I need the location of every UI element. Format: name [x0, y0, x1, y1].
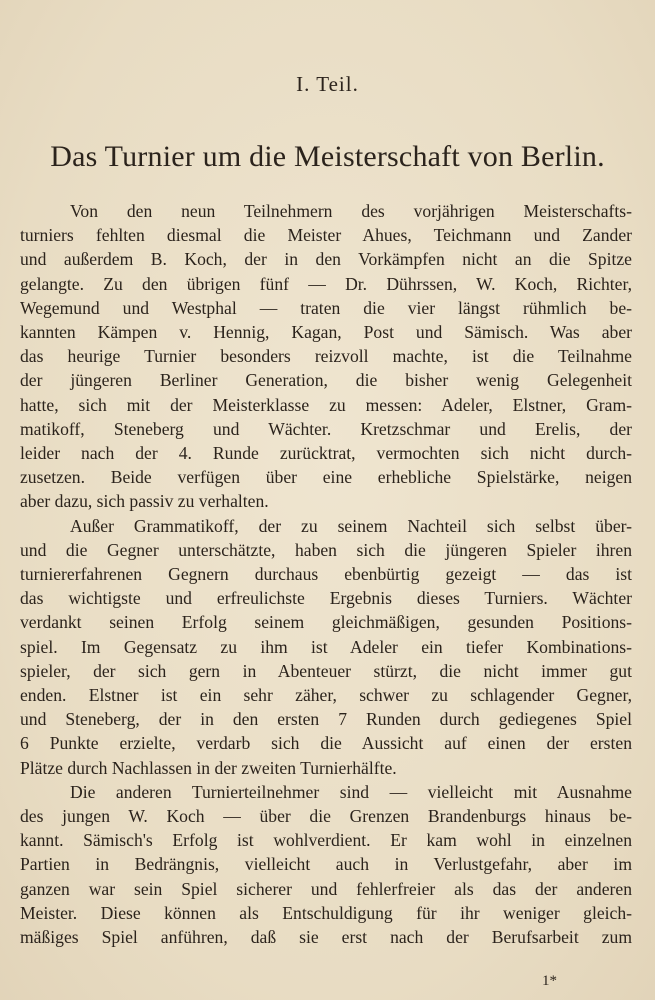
text-line: das heurige Turnier besonders reizvoll machte, ist die Teilnahme [20, 346, 632, 367]
text-line: matikoff, Steneberg und Wächter. Kretzschmar und Erelis, der [20, 418, 632, 439]
text-line: spiel. Im Gegensatz zu ihm ist Adeler ein tiefer Kombinations- [20, 636, 632, 657]
text-line: zusetzen. Beide verfügen über eine erhebliche Spielstärke, neigen [20, 467, 632, 488]
text-line: kannten Kämpen v. Hennig, Kagan, Post und Sämisch. Was aber [20, 322, 632, 343]
text-line: Meister. Diese können als Entschuldigung für ihr weniger gleich- [20, 902, 632, 923]
text-line: verdankt seinen Erfolg seinem gleichmäßigen, gesunden Positions- [20, 612, 632, 633]
text-line: des jungen W. Koch — über die Grenzen Brandenburgs hinaus be- [20, 806, 632, 827]
text-line: Die anderen Turnierteilnehmer sind — vielleicht mit Ausnahme [70, 781, 632, 802]
text-line: und außerdem B. Koch, der in den Vorkämpfen nicht an die Spitze [20, 249, 632, 270]
text-line: leider nach der 4. Runde zurücktrat, vermochten sich nicht durch- [20, 443, 632, 464]
text-line: hatte, sich mit der Meisterklasse zu messen: Adeler, Elstner, Gram- [20, 394, 632, 415]
text-line: ganzen war sein Spiel sicherer und fehlerfreier als das der anderen [20, 878, 632, 899]
text-line: turniers fehlten diesmal die Meister Ahues, Teichmann und Zander [20, 225, 632, 246]
paragraph-2 [20, 514, 632, 780]
text-line: und Steneberg, der in den ersten 7 Runden durch gediegenes Spiel [20, 709, 632, 730]
part-heading: I. Teil. [296, 72, 359, 96]
paragraph-1 [20, 199, 632, 514]
text-line: und die Gegner unterschätzte, haben sich die jüngeren Spieler ihren [20, 539, 632, 560]
text-line: Wegemund und Westphal — traten die vier längst rühmlich be- [20, 297, 632, 318]
text-line: mäßiges Spiel anführen, daß sie erst nach der Berufsarbeit zum [20, 927, 632, 948]
page-number: 1* [542, 973, 557, 989]
chapter-title: Das Turnier um die Meisterschaft von Berlin. [50, 140, 605, 173]
text-line: das wichtigste und erfreulichste Ergebnis dieses Turniers. Wächter [20, 588, 632, 609]
text-line: enden. Elstner ist ein sehr zäher, schwer zu schlagender Gegner, [20, 685, 632, 706]
text-line: Plätze durch Nachlassen in der zweiten Turnierhälfte. [20, 757, 397, 778]
text-line: Außer Grammatikoff, der zu seinem Nachteil sich selbst über- [70, 515, 632, 536]
body-text [20, 199, 632, 949]
text-line: spieler, der sich gern in Abenteuer stürzt, die nicht immer gut [20, 660, 632, 681]
text-line: Partien in Bedrängnis, vielleicht auch in Verlustgefahr, aber im [20, 854, 632, 875]
text-line: 6 Punkte erzielte, verdarb sich die Aussicht auf einen der ersten [20, 733, 632, 754]
text-line: gelangte. Zu den übrigen fünf — Dr. Dührssen, W. Koch, Richter, [20, 273, 632, 294]
text-line: kannt. Sämisch's Erfolg ist wohlverdient. Er kam wohl in einzelnen [20, 830, 632, 851]
text-line: turniererfahrenen Gegnern durchaus ebenbürtig gezeigt — das ist [20, 564, 632, 585]
paragraph-3 [20, 780, 632, 949]
text-line: der jüngeren Berliner Generation, die bisher wenig Gelegenheit [20, 370, 632, 391]
text-line: aber dazu, sich passiv zu verhalten. [20, 491, 269, 512]
text-line: Von den neun Teilnehmern des vorjährigen Meisterschafts- [70, 201, 632, 221]
